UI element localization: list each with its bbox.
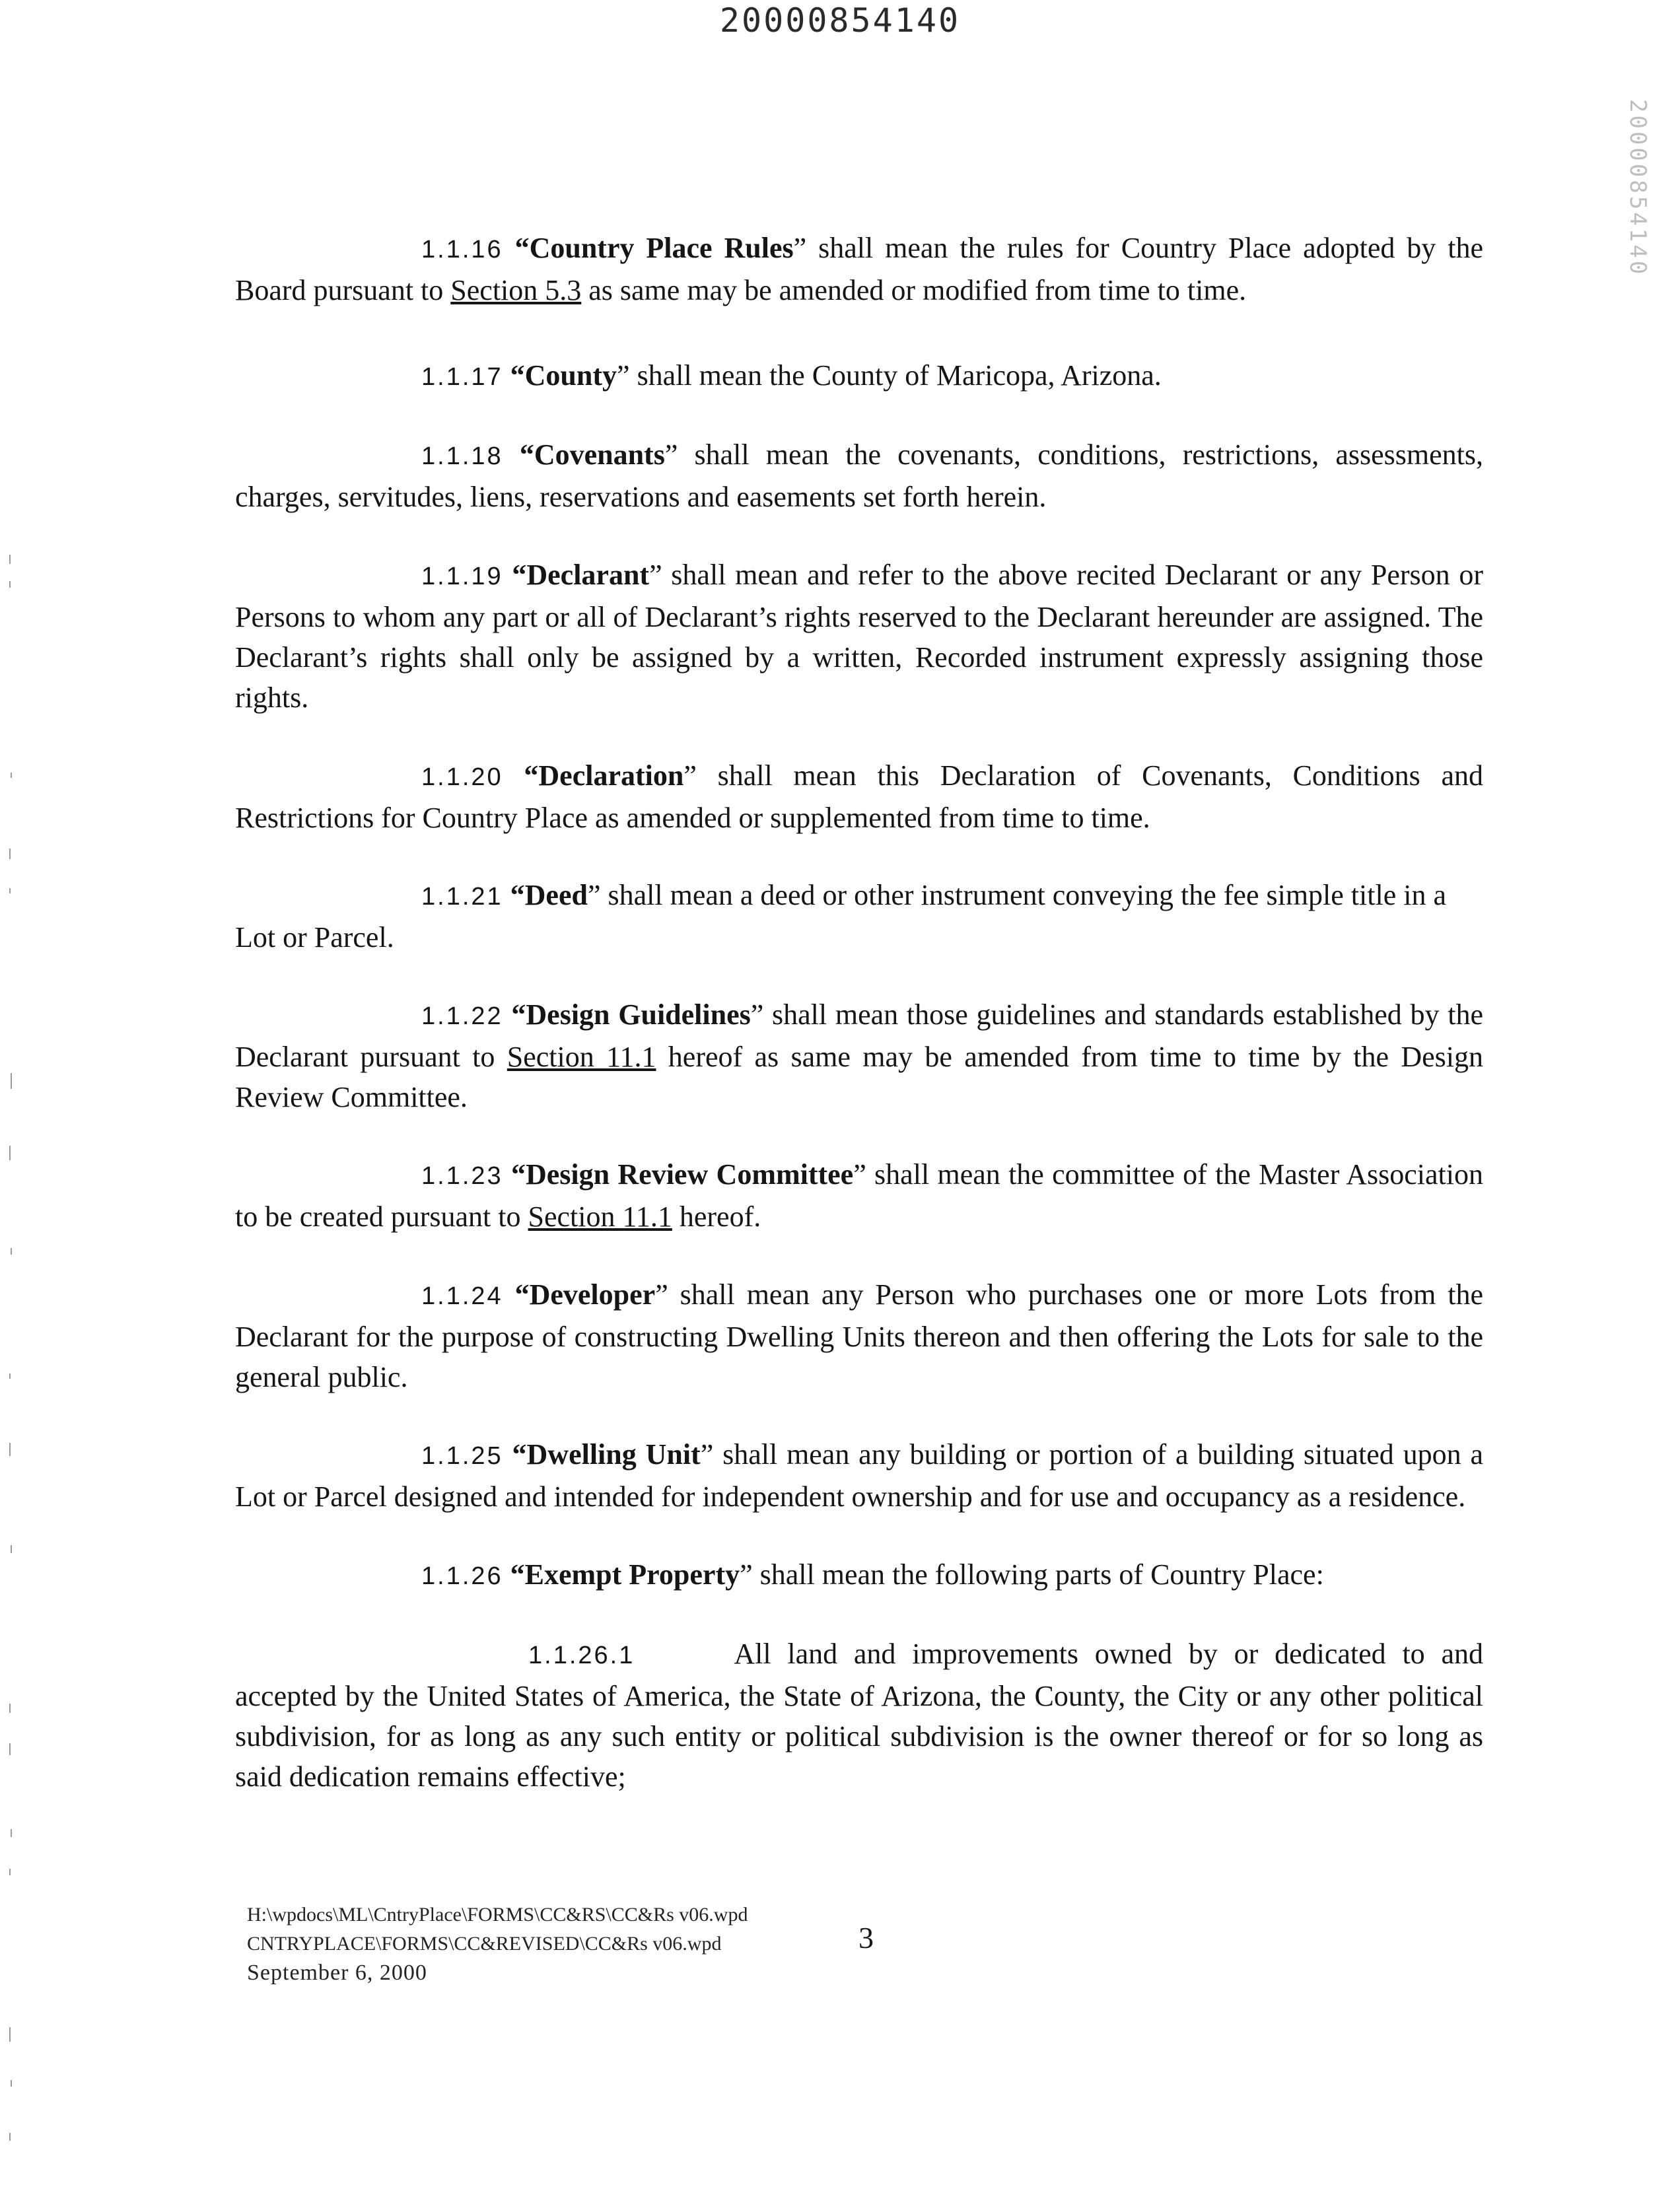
- paragraph-text: shall mean the committee of the Master Association to be created pursuant to: [235, 1158, 1484, 1233]
- paragraph-1-1-16: [235, 228, 1483, 310]
- defined-term: “Design Review Committee: [510, 1158, 854, 1191]
- footer-date: September 6, 2000: [247, 1961, 427, 1985]
- section-reference: Section 5.3: [450, 274, 582, 306]
- scan-mark: [9, 1373, 11, 1379]
- paragraph-1-1-25: [235, 1434, 1483, 1517]
- scan-mark: [9, 555, 11, 564]
- scan-mark: [9, 2133, 11, 2141]
- paragraph-text: shall mean the following parts of Country Place:: [752, 1558, 1324, 1591]
- defined-term: “Exempt Property: [510, 1558, 740, 1591]
- section-number: 1.1.16: [421, 236, 503, 263]
- scan-mark: [11, 1248, 12, 1255]
- section-number: 1.1.17: [421, 363, 503, 391]
- scan-mark: [9, 1869, 11, 1875]
- paragraph-text: shall mean and refer to the above recited Declarant or any Person or Persons to whom any part or all of Declarant’s rights reserved to the Declarant hereunder are assigned. The Declarant’s rights shall only be assigned by a written, Recorded instrument expressly assigning those rights.: [235, 559, 1483, 714]
- file-path-2: CNTRYPLACE\FORMS\CC&REVISED\CC&Rs v06.wpd: [247, 1933, 722, 1955]
- scan-mark: [9, 1704, 11, 1713]
- scan-mark: [9, 888, 11, 893]
- scan-mark: [11, 773, 12, 778]
- section-number: 1.1.26.1: [528, 1642, 635, 1669]
- scan-mark: [11, 1829, 12, 1837]
- quote: ”: [740, 1558, 753, 1591]
- paragraph-1-1-17: [235, 355, 1483, 398]
- section-number: 1.1.18: [421, 442, 503, 470]
- paragraph-text: shall mean the covenants, conditions, restrictions, assessments, charges, servitudes, liens, reservations and easements set forth herein.: [235, 438, 1484, 513]
- side-stamp: 20000854140: [1625, 99, 1651, 277]
- paragraph-text: shall mean the rules for Country Place adopted by the Board pursuant to: [235, 232, 1483, 306]
- quote: ”: [853, 1158, 866, 1191]
- defined-term: “Design Guidelines: [511, 998, 751, 1031]
- paragraph-text: shall mean a deed or other instrument conveying the fee simple title in a: [600, 879, 1446, 911]
- footer: [247, 1900, 748, 1988]
- paragraph-1-1-18: [235, 434, 1483, 517]
- defined-term: “Covenants: [519, 438, 665, 471]
- section-number: 1.1.23: [421, 1162, 503, 1190]
- quote: ”: [750, 998, 764, 1031]
- quote: ”: [617, 359, 630, 392]
- defined-term: “Declarant: [512, 559, 650, 591]
- file-path-1: H:\wpdocs\ML\CntryPlace\FORMS\CC&RS\CC&Rs v06.wpd: [247, 1904, 748, 1926]
- paragraph-text: Lot or Parcel.: [235, 921, 394, 954]
- paragraph-text: shall mean any Person who purchases one or more Lots from the Declarant for the purpose of constructing Dwelling Units thereon and then offering the Lots for sale to the general public.: [235, 1278, 1484, 1393]
- document-number: 20000854140: [719, 1, 961, 40]
- scan-mark: [11, 1545, 12, 1553]
- defined-term: “Dwelling Unit: [512, 1438, 701, 1471]
- paragraph-text: shall mean this Declaration of Covenants, Conditions and Restrictions for Country Place as amended or supplemented from time to time.: [235, 759, 1483, 834]
- scan-mark: [9, 1743, 11, 1755]
- paragraph-1-1-24: [235, 1274, 1483, 1397]
- scan-mark: [11, 1073, 12, 1089]
- paragraph-1-1-20: [235, 755, 1483, 838]
- quote: ”: [587, 879, 601, 911]
- section-number: 1.1.22: [421, 1002, 503, 1030]
- paragraph-text: shall mean those guidelines and standards established by the Declarant pursuant to: [235, 998, 1484, 1073]
- defined-term: “Declaration: [524, 759, 684, 792]
- paragraph-1-1-26: [235, 1554, 1483, 1597]
- paragraph-1-1-26-1: [235, 1634, 1483, 1797]
- paragraph-text: as same may be amended or modified from time to time.: [581, 274, 1247, 306]
- quote: ”: [793, 232, 807, 264]
- page-number: 3: [858, 1921, 874, 1955]
- section-number: 1.1.21: [421, 883, 503, 911]
- defined-term: “County: [510, 359, 617, 392]
- paragraph-text: hereof as same may be amended from time to time by the Design Review Committee.: [235, 1041, 1483, 1113]
- paragraph-1-1-23: [235, 1154, 1483, 1237]
- quote: ”: [655, 1278, 668, 1311]
- section-number: 1.1.24: [421, 1282, 503, 1310]
- paragraph-text: shall mean the County of Maricopa, Arizona.: [629, 359, 1162, 392]
- scan-mark: [9, 1146, 11, 1160]
- paragraph-text: All land and improvements owned by or dedicated to and accepted by the United States of America, the State of Arizona, the County, the City or any other political subdivision, for as long as any such entity or political subdivision is the owner thereof or for so long as said dedication remains effective;: [235, 1638, 1483, 1793]
- section-number: 1.1.26: [421, 1562, 503, 1590]
- defined-term: “Developer: [514, 1278, 656, 1311]
- quote: ”: [683, 759, 697, 792]
- section-number: 1.1.25: [421, 1442, 503, 1470]
- paragraph-1-1-22: [235, 994, 1483, 1117]
- paragraph-text: shall mean any building or portion of a building situated upon a Lot or Parcel designed and intended for independent ownership and for use and occupancy as a residence.: [235, 1438, 1483, 1513]
- section-number: 1.1.19: [421, 563, 503, 590]
- section-reference: Section 11.1: [507, 1041, 656, 1073]
- quote: ”: [649, 559, 662, 591]
- section-number: 1.1.20: [421, 763, 503, 791]
- scan-mark: [9, 581, 11, 588]
- quote: ”: [700, 1438, 714, 1471]
- scan-mark: [9, 2027, 11, 2042]
- section-reference: Section 11.1: [528, 1200, 672, 1233]
- defined-term: “Country Place Rules: [514, 232, 794, 264]
- paragraph-1-1-21: [235, 875, 1483, 957]
- paragraph-1-1-19: [235, 555, 1483, 718]
- paragraph-text: hereof.: [672, 1200, 761, 1233]
- quote: ”: [664, 438, 678, 471]
- scan-mark: [9, 849, 11, 859]
- scan-mark: [11, 2080, 12, 2087]
- scan-mark: [9, 1443, 11, 1456]
- defined-term: “Deed: [510, 879, 588, 911]
